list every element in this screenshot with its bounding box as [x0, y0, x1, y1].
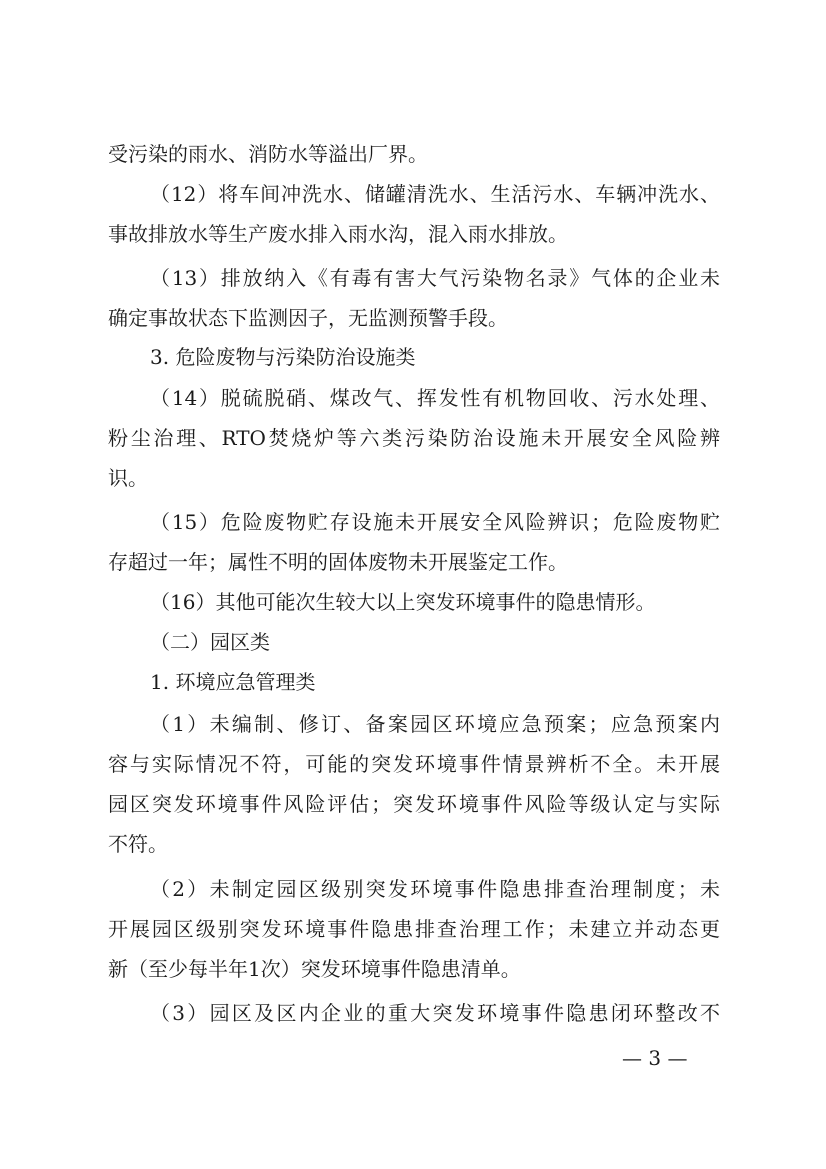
paragraph-item-16 — [108, 582, 720, 622]
text-line: 园区突发环境事件风险评估；突发环境事件风险等级认定与实际 — [108, 792, 720, 816]
text-line: （14）脱硫脱硝、煤改气、挥发性有机物回收、污水处理、 — [150, 386, 720, 410]
paragraph-park-item-2 — [108, 869, 720, 989]
paragraph-item-14 — [108, 378, 720, 498]
text-line: 粉尘治理、RTO焚烧炉等六类污染防治设施未开展安全风险辨 — [108, 426, 720, 450]
text-line: 确定事故状态下监测因子，无监测预警手段。 — [108, 306, 508, 330]
text-line: （13）排放纳入《有毒有害大气污染物名录》气体的企业未 — [150, 266, 720, 290]
text-line: 识。 — [108, 466, 148, 490]
heading-line: 1. 环境应急管理类 — [150, 670, 316, 694]
paragraph-item-12 — [108, 174, 720, 254]
text-line: （12）将车间冲洗水、储罐清洗水、生活污水、车辆冲洗水、 — [150, 182, 720, 206]
heading-line: （二）园区类 — [150, 630, 270, 654]
text-line: 存超过一年；属性不明的固体废物未开展鉴定工作。 — [108, 550, 568, 574]
text-line: （15）危险废物贮存设施未开展安全风险辨识；危险废物贮 — [150, 510, 720, 534]
text-line: 容与实际情况不符，可能的突发环境事件情景辨析不全。未开展 — [108, 752, 720, 776]
paragraph-park-item-1 — [108, 704, 720, 864]
section-heading-park — [108, 622, 720, 662]
text-line: （2）未制定园区级别突发环境事件隐患排查治理制度；未 — [150, 877, 720, 901]
text-line: 不符。 — [108, 832, 168, 856]
paragraph-continuation — [108, 134, 720, 174]
text-line: 新（至少每半年1次）突发环境事件隐患清单。 — [108, 957, 521, 981]
text-line: （1）未编制、修订、备案园区环境应急预案；应急预案内 — [150, 712, 720, 736]
text-line: 受污染的雨水、消防水等溢出厂界。 — [108, 142, 428, 166]
paragraph-park-item-3 — [108, 993, 720, 1033]
heading-line: 3. 危险废物与污染防治设施类 — [150, 345, 416, 369]
section-heading-hazardous-waste — [108, 337, 720, 377]
text-line: 事故排放水等生产废水排入雨水沟，混入雨水排放。 — [108, 222, 568, 246]
page-number: — 3 — — [622, 1046, 688, 1070]
section-heading-emergency-management — [108, 662, 720, 702]
text-line: （16）其他可能次生较大以上突发环境事件的隐患情形。 — [150, 590, 656, 614]
paragraph-item-13 — [108, 258, 720, 338]
paragraph-item-15 — [108, 502, 720, 582]
text-line: 开展园区级别突发环境事件隐患排查治理工作；未建立并动态更 — [108, 917, 720, 941]
text-line: （3）园区及区内企业的重大突发环境事件隐患闭环整改不 — [150, 1001, 720, 1025]
